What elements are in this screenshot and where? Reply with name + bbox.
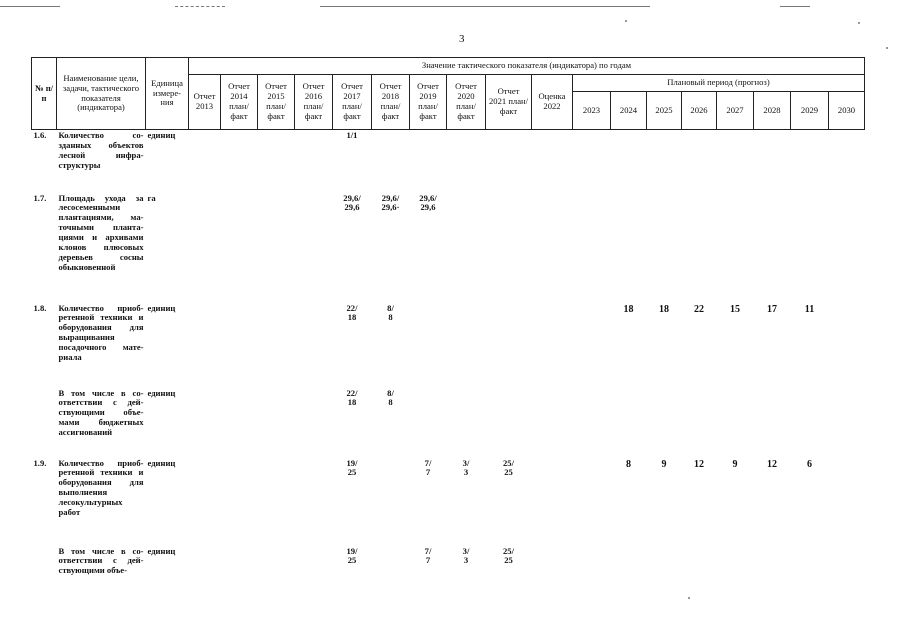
value-cell bbox=[221, 388, 258, 458]
value-cell bbox=[189, 130, 221, 193]
scan-edge-line bbox=[320, 6, 650, 7]
plan-cell bbox=[682, 388, 717, 458]
value-cell bbox=[295, 303, 333, 388]
plan-cell bbox=[573, 193, 611, 303]
header-plan-2025: 2025 bbox=[647, 92, 682, 130]
plan-cell bbox=[532, 130, 573, 193]
plan-cell bbox=[611, 130, 647, 193]
plan-cell bbox=[532, 193, 573, 303]
row-number bbox=[32, 546, 57, 596]
plan-cell bbox=[717, 388, 754, 458]
page-number: 3 bbox=[459, 33, 465, 45]
value-cell: 25/ 25 bbox=[503, 457, 514, 478]
plan-cell: 18 bbox=[659, 303, 669, 315]
plan-cell bbox=[647, 546, 682, 596]
value-cell bbox=[295, 130, 333, 193]
value-cell: 3/ 3 bbox=[462, 545, 470, 566]
plan-cell bbox=[791, 388, 829, 458]
plan-cell bbox=[754, 193, 791, 303]
row-name: Количество приоб-ретенной техники и оборудования для выполнения лесокультурных работ bbox=[58, 457, 144, 517]
value-cell bbox=[410, 303, 447, 388]
plan-cell bbox=[647, 388, 682, 458]
value-cell bbox=[372, 546, 410, 596]
value-cell bbox=[189, 303, 221, 388]
header-report-2014: Отчет 2014 план/ факт bbox=[221, 75, 258, 130]
header-report-2016: Отчет 2016 план/ факт bbox=[295, 75, 333, 130]
header-report-2019: Отчет 2019 план/ факт bbox=[410, 75, 447, 130]
plan-cell bbox=[647, 193, 682, 303]
header-plan-2029: 2029 bbox=[791, 92, 829, 130]
value-cell bbox=[258, 546, 295, 596]
plan-cell bbox=[532, 546, 573, 596]
value-cell bbox=[189, 388, 221, 458]
value-cell bbox=[486, 388, 532, 458]
plan-cell bbox=[682, 193, 717, 303]
row-number: 1.6. bbox=[33, 130, 47, 140]
row-unit: единиц bbox=[147, 130, 176, 140]
scan-edge-line bbox=[780, 6, 810, 7]
plan-cell bbox=[682, 130, 717, 193]
header-report-2015: Отчет 2015 план/ факт bbox=[258, 75, 295, 130]
value-cell bbox=[372, 130, 410, 193]
header-plan-period: Плановый период (прогноз) bbox=[573, 75, 865, 92]
value-cell: 19/ 25 bbox=[346, 545, 358, 566]
value-cell bbox=[486, 303, 532, 388]
plan-cell bbox=[573, 130, 611, 193]
value-cell: 19/ 25 bbox=[346, 457, 358, 478]
scan-speck bbox=[858, 22, 860, 24]
row-number: 1.8. bbox=[33, 302, 47, 313]
header-unit: Единица измере-ния bbox=[146, 58, 189, 130]
value-cell bbox=[410, 130, 447, 193]
value-cell bbox=[189, 193, 221, 303]
row-name: Количество приоб-ретенной техники и оборудования для выращивания посадочного мате-риала bbox=[58, 302, 144, 362]
row-name: В том числе в со-ответствии с дей-ствующими объе- bbox=[58, 545, 144, 576]
row-unit: га bbox=[147, 192, 156, 203]
plan-cell bbox=[717, 546, 754, 596]
plan-cell bbox=[573, 388, 611, 458]
value-cell bbox=[258, 303, 295, 388]
value-cell bbox=[295, 458, 333, 546]
value-cell bbox=[295, 546, 333, 596]
header-values-title: Значение тактического показателя (индикатора) по годам bbox=[189, 58, 865, 75]
table-row bbox=[32, 193, 865, 303]
row-unit: единиц bbox=[147, 302, 176, 313]
plan-cell bbox=[532, 458, 573, 546]
value-cell bbox=[189, 458, 221, 546]
value-cell bbox=[295, 388, 333, 458]
header-plan-2028: 2028 bbox=[754, 92, 791, 130]
value-cell: 29,6/ 29,6 bbox=[419, 192, 437, 213]
plan-cell bbox=[611, 546, 647, 596]
header-number: № п/п bbox=[32, 58, 57, 130]
plan-cell bbox=[532, 388, 573, 458]
value-cell bbox=[258, 193, 295, 303]
plan-cell: 11 bbox=[804, 303, 815, 315]
header-name: Наименование цели, задачи, тактического показателя (индикатора) bbox=[57, 58, 146, 130]
table-row bbox=[32, 130, 865, 193]
value-cell bbox=[372, 458, 410, 546]
value-cell: 8/ 8 bbox=[387, 302, 394, 323]
header-plan-2026: 2026 bbox=[682, 92, 717, 130]
plan-cell bbox=[754, 130, 791, 193]
plan-cell: 8 bbox=[626, 458, 631, 470]
value-cell bbox=[221, 546, 258, 596]
value-cell bbox=[189, 546, 221, 596]
value-cell bbox=[258, 130, 295, 193]
header-report-2020: Отчет 2020 план/ факт bbox=[447, 75, 486, 130]
value-cell: 22/ 18 bbox=[346, 387, 358, 408]
plan-cell bbox=[647, 130, 682, 193]
plan-cell bbox=[573, 546, 611, 596]
plan-cell: 18 bbox=[623, 303, 634, 315]
row-unit: единиц bbox=[147, 545, 176, 556]
value-cell: 1/1 bbox=[346, 130, 358, 140]
plan-cell bbox=[611, 193, 647, 303]
value-cell: 3/ 3 bbox=[462, 457, 470, 478]
row-name: Площадь ухода за лесосеменными плантациями, ма-точными планта-циями и архивами клонов плюсовых деревьев сосны обыкновенной bbox=[58, 192, 144, 272]
scan-speck bbox=[688, 597, 690, 599]
indicator-table bbox=[31, 57, 865, 596]
plan-cell bbox=[532, 303, 573, 388]
value-cell bbox=[410, 388, 447, 458]
scan-speck bbox=[625, 20, 627, 22]
header-report-2017: Отчет 2017 план/ факт bbox=[333, 75, 372, 130]
plan-cell bbox=[754, 388, 791, 458]
value-cell bbox=[447, 130, 486, 193]
row-name: Количество со-зданных объектов лесной инфра-структуры bbox=[58, 130, 144, 170]
header-plan-2027: 2027 bbox=[717, 92, 754, 130]
value-cell bbox=[447, 303, 486, 388]
plan-cell bbox=[573, 458, 611, 546]
table-row bbox=[32, 546, 865, 596]
header-estimate-2022: Оценка 2022 bbox=[532, 75, 573, 130]
row-name: В том числе в со-ответствии с дей-ствующими объе-мами бюджетных ассигнований bbox=[58, 387, 144, 437]
value-cell bbox=[447, 193, 486, 303]
value-cell bbox=[221, 193, 258, 303]
plan-cell bbox=[791, 193, 829, 303]
plan-cell: 17 bbox=[767, 303, 777, 315]
row-number: 1.9. bbox=[33, 457, 47, 468]
value-cell bbox=[486, 193, 532, 303]
table-row bbox=[32, 458, 865, 546]
value-cell bbox=[295, 193, 333, 303]
table-row bbox=[32, 388, 865, 458]
table-row bbox=[32, 303, 865, 388]
plan-cell bbox=[573, 303, 611, 388]
plan-cell bbox=[791, 130, 829, 193]
value-cell bbox=[221, 458, 258, 546]
value-cell: 8/ 8 bbox=[387, 387, 394, 408]
value-cell: 7/ 7 bbox=[424, 457, 432, 478]
value-cell: 29,6/ 29,6· bbox=[381, 192, 400, 213]
plan-cell bbox=[717, 130, 754, 193]
row-number bbox=[32, 388, 57, 458]
header-plan-2030: 2030 bbox=[829, 92, 865, 130]
header-report-2018: Отчет 2018 план/ факт bbox=[372, 75, 410, 130]
value-cell: 29,6/ 29,6 bbox=[343, 192, 361, 213]
value-cell bbox=[447, 388, 486, 458]
header-plan-2023: 2023 bbox=[573, 92, 611, 130]
value-cell bbox=[258, 458, 295, 546]
plan-cell: 9 bbox=[661, 458, 667, 470]
plan-cell: 12 bbox=[694, 458, 704, 470]
header-report-2021: Отчет 2021 план/ факт bbox=[486, 75, 532, 130]
scan-edge-line bbox=[0, 6, 60, 7]
plan-cell bbox=[791, 546, 829, 596]
plan-cell: 6 bbox=[807, 458, 812, 470]
header-plan-2024: 2024 bbox=[611, 92, 647, 130]
row-unit: единиц bbox=[147, 387, 176, 398]
plan-cell: 15 bbox=[730, 303, 740, 315]
row-number: 1.7. bbox=[33, 192, 47, 203]
value-cell bbox=[221, 130, 258, 193]
value-cell bbox=[221, 303, 258, 388]
header-report-2013: Отчет 2013 bbox=[189, 75, 221, 130]
plan-cell bbox=[682, 546, 717, 596]
plan-cell: 12 bbox=[767, 458, 777, 470]
plan-cell bbox=[754, 546, 791, 596]
plan-cell: 22 bbox=[694, 303, 704, 315]
scan-edge-line bbox=[175, 6, 225, 7]
plan-cell bbox=[717, 193, 754, 303]
value-cell: 7/ 7 bbox=[424, 545, 432, 566]
plan-cell: 9 bbox=[732, 458, 738, 470]
scan-speck bbox=[886, 47, 888, 49]
value-cell: 25/ 25 bbox=[503, 545, 514, 566]
value-cell: 22/ 18 bbox=[346, 302, 358, 323]
value-cell bbox=[258, 388, 295, 458]
row-unit: единиц bbox=[147, 457, 176, 468]
value-cell bbox=[486, 130, 532, 193]
plan-cell bbox=[611, 388, 647, 458]
